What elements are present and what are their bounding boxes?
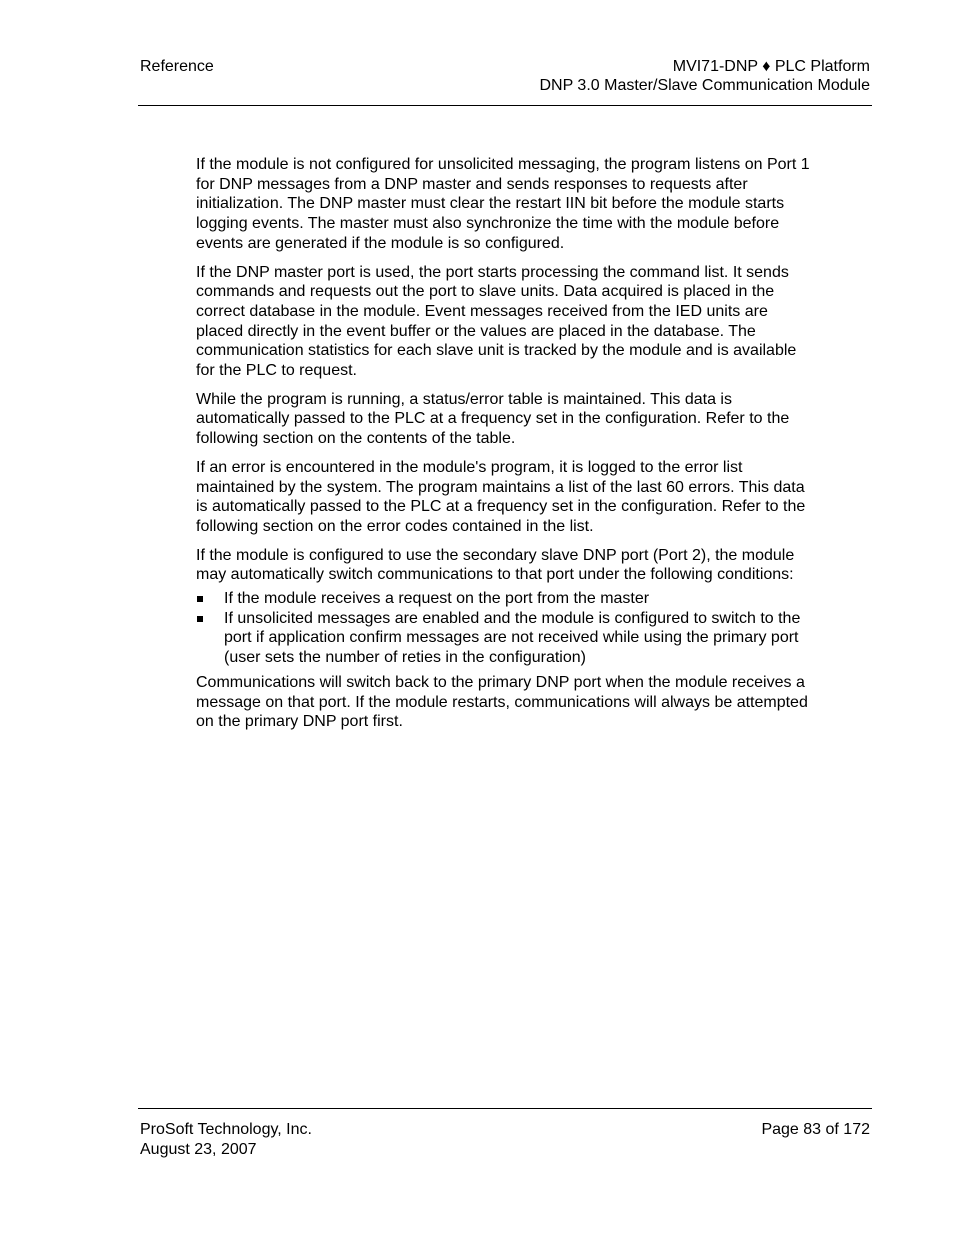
header-product-info	[539, 57, 870, 95]
page-body	[196, 155, 818, 741]
footer-company: ProSoft Technology, Inc.	[140, 1121, 312, 1138]
paragraph: If the DNP master port is used, the port starts processing the command list. It sends commands and requests out the port to slave units. Data acquired is placed in the correct database in the module. Event messages received from the IED units are placed directly in the event buffer or the values are placed in the database. The communication statistics for each slave unit is tracked by the module and is available for the PLC to request.	[196, 263, 797, 380]
paragraph: While the program is running, a status/error table is maintained. This data is automatically passed to the PLC at a frequency set in the configuration. Refer to the following section on the contents of the table.	[196, 390, 790, 448]
header-section-title: Reference	[140, 58, 214, 75]
paragraph: Communications will switch back to the primary DNP port when the module receives a message on that port. If the module restarts, communications will always be attempted on the primary DNP port first.	[196, 673, 808, 731]
header-module-name: DNP 3.0 Master/Slave Communication Module	[539, 77, 870, 94]
list-item-text: If unsolicited messages are enabled and the module is configured to switch to the port if application confirm messages are not received while using the primary port (user sets the number of reties in the configuration)	[224, 609, 801, 667]
header-product-line: MVI71-DNP ♦ PLC Platform	[672, 58, 870, 75]
conditions-list	[196, 589, 818, 668]
header-divider	[138, 105, 872, 106]
footer-left	[140, 1120, 312, 1159]
page-number: Page 83 of 172	[761, 1121, 870, 1138]
paragraph: If the module is not configured for unsolicited messaging, the program listens on Port 1 for DNP messages from a DNP master and sends responses to requests after initialization. The DNP master must clear the restart IIN bit before the module starts logging events. The master must also synchronize the time with the module before events are generated if the module is so configured.	[196, 156, 810, 252]
list-item	[196, 589, 818, 609]
square-bullet-icon	[197, 596, 203, 602]
paragraph: If an error is encountered in the module's program, it is logged to the error list maintained by the system. The program maintains a list of the last 60 errors. This data is automatically passed to the PLC at a frequency set in the configuration. Refer to the following section on the error codes contained in the list.	[196, 458, 806, 535]
list-item	[196, 609, 818, 668]
list-item-text: If the module receives a request on the port from the master	[224, 590, 650, 608]
footer-date: August 23, 2007	[140, 1140, 257, 1158]
paragraph: If the module is configured to use the secondary slave DNP port (Port 2), the module may automatically switch communications to that port under the following conditions:	[196, 546, 795, 584]
footer-divider	[138, 1108, 872, 1109]
square-bullet-icon	[197, 616, 203, 622]
